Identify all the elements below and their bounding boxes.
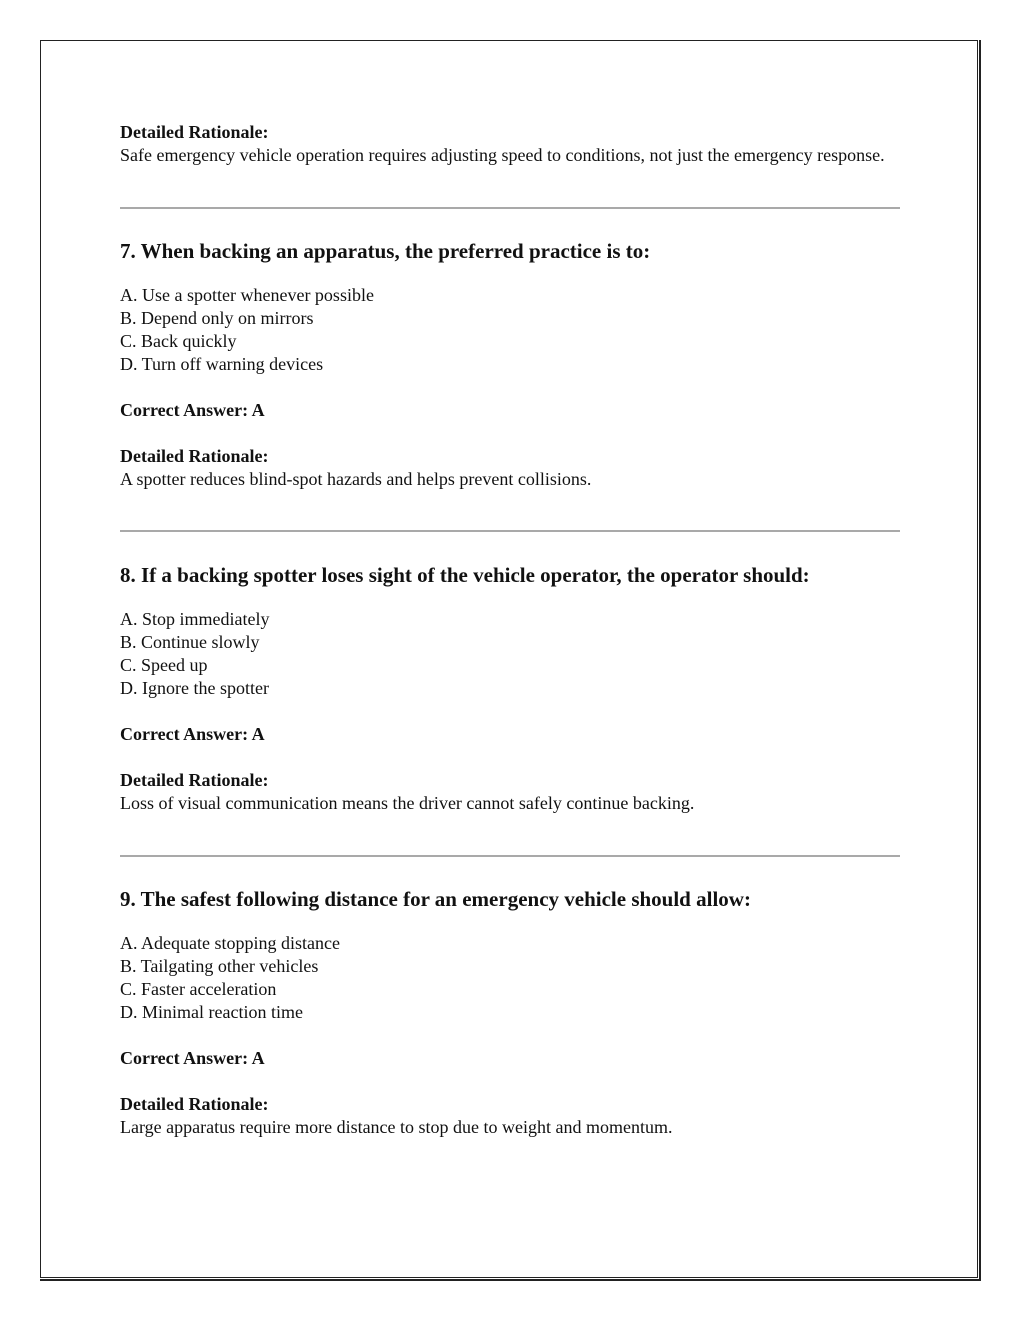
- option-c: C. Speed up: [120, 655, 208, 675]
- page-border-shadow-right: [979, 40, 981, 1280]
- rationale-text: Large apparatus require more distance to stop due to weight and momentum.: [120, 1117, 673, 1137]
- document-content: [120, 121, 900, 1139]
- option-d: D. Turn off warning devices: [120, 354, 324, 374]
- question-title: 7. When backing an apparatus, the preferred practice is to:: [120, 239, 651, 263]
- previous-question-rationale: [120, 121, 900, 167]
- question-block-9: [120, 885, 900, 1139]
- rationale-label: Detailed Rationale:: [120, 446, 269, 466]
- question-block-8: [120, 561, 900, 815]
- rationale-text: Loss of visual communication means the driver cannot safely continue backing.: [120, 793, 695, 813]
- section-divider: [120, 207, 900, 209]
- option-a: A. Use a spotter whenever possible: [120, 285, 374, 305]
- option-d: D. Minimal reaction time: [120, 1002, 303, 1022]
- option-a: A. Stop immediately: [120, 609, 270, 629]
- section-divider: [120, 855, 900, 857]
- question-title: 9. The safest following distance for an emergency vehicle should allow:: [120, 887, 751, 911]
- options-list: [120, 932, 900, 1024]
- option-b: B. Tailgating other vehicles: [120, 956, 319, 976]
- question-block-7: [120, 237, 900, 491]
- options-list: [120, 608, 900, 700]
- options-list: [120, 284, 900, 376]
- correct-answer: Correct Answer: A: [120, 1048, 265, 1068]
- rationale-label: Detailed Rationale:: [120, 122, 269, 142]
- option-d: D. Ignore the spotter: [120, 678, 269, 698]
- correct-answer: Correct Answer: A: [120, 400, 265, 420]
- correct-answer: Correct Answer: A: [120, 724, 265, 744]
- rationale-label: Detailed Rationale:: [120, 1094, 269, 1114]
- section-divider: [120, 530, 900, 532]
- option-b: B. Depend only on mirrors: [120, 308, 314, 328]
- rationale-label: Detailed Rationale:: [120, 770, 269, 790]
- rationale-text: Safe emergency vehicle operation requires adjusting speed to conditions, not just the emergency response.: [120, 145, 885, 165]
- option-b: B. Continue slowly: [120, 632, 260, 652]
- page-border-shadow-bottom: [40, 1279, 981, 1281]
- option-c: C. Faster acceleration: [120, 979, 277, 999]
- option-a: A. Adequate stopping distance: [120, 933, 340, 953]
- question-title: 8. If a backing spotter loses sight of the vehicle operator, the operator should:: [120, 563, 810, 587]
- rationale-text: A spotter reduces blind-spot hazards and helps prevent collisions.: [120, 469, 592, 489]
- option-c: C. Back quickly: [120, 331, 237, 351]
